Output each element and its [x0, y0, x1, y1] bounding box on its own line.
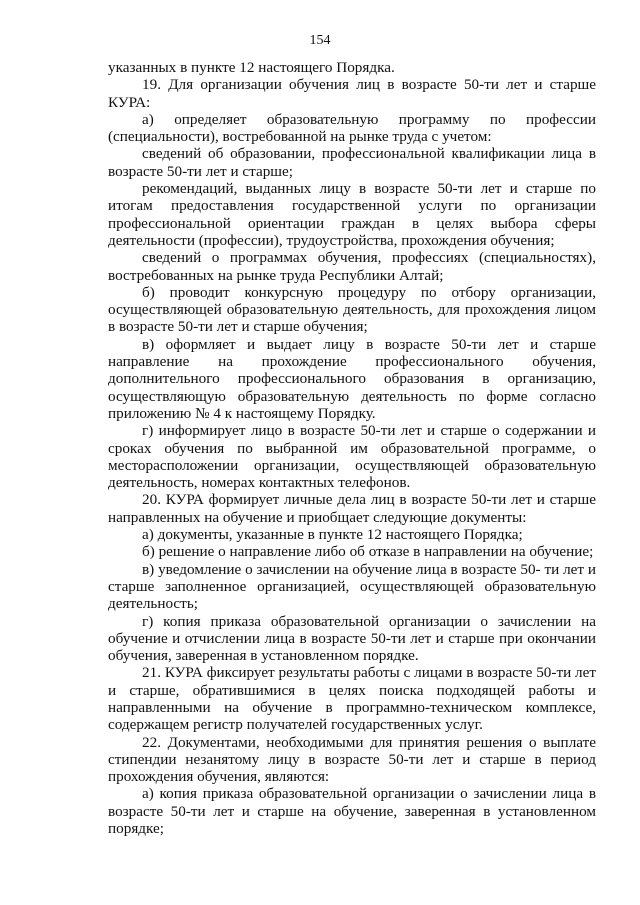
paragraph-22: 22. Документами, необходимыми для принятия решения о выплате стипендии незанятому лицу в возрасте 50-ти лет и старше в период прохождения обучения, являются:: [108, 733, 596, 786]
paragraph-20-b: б) решение о направление либо об отказе в направлении на обучение;: [142, 543, 594, 561]
page-number: 154: [309, 33, 331, 48]
paragraph-19-b: б) проводит конкурсную процедуру по отбору организации, осуществляющей образовательную деятельность, для прохождения лицом в возрасте 50-ти лет и старше обучения;: [108, 283, 596, 336]
paragraph-19-a-programs: сведений о программах обучения, профессиях (специальностях), востребованных на рынке труда Республики Алтай;: [108, 249, 596, 284]
paragraph-20-a: а) документы, указанные в пункте 12 настоящего Порядка;: [142, 526, 523, 544]
paragraph-19: 19. Для организации обучения лиц в возрасте 50-ти лет и старше КУРА:: [108, 76, 596, 111]
paragraph-20: 20. КУРА формирует личные дела лиц в возрасте 50-ти лет и старше направленных на обучение и приобщает следующие документы:: [108, 491, 596, 526]
paragraph-19-v: в) оформляет и выдает лицу в возрасте 50-ти лет и старше направление на прохождение профессионального обучения, дополнительного профессионального образования в организацию, осуществляющую образовательную деятельность по форме согласно приложению № 4 к настоящему Порядку.: [108, 335, 596, 422]
paragraph-19-a-recommendations: рекомендаций, выданных лицу в возрасте 50-ти лет и старше по итогам предоставления государственной услуги по организации профессиональной ориентации граждан в целях выбора сферы деятельности (профессии), трудоустройства, прохождения обучения;: [108, 180, 596, 249]
paragraph-19-a-education: сведений об образовании, профессиональной квалификации лица в возрасте 50-ти лет и старше;: [108, 145, 596, 180]
paragraph-20-v: в) уведомление о зачислении на обучение лица в возрасте 50- ти лет и старше заполненное организацией, осуществляющей образовательную деятельность;: [108, 560, 596, 613]
paragraph-21: 21. КУРА фиксирует результаты работы с лицами в возрасте 50-ти лет и старше, обратившимися в целях поиска подходящей работы и направленными на обучение в программно-техническом комплексе, содержащем регистр получателей государственных услуг.: [108, 664, 596, 734]
paragraph-19-a: а) определяет образовательную программу по профессии (специальности), востребованной на рынке труда с учетом:: [108, 110, 596, 146]
paragraph-continuation: указанных в пункте 12 настоящего Порядка.: [108, 59, 395, 76]
paragraph-19-g: г) информирует лицо в возрасте 50-ти лет и старше о содержании и сроках обучения по выбранной им образовательной программе, о месторасположении организации, осуществляющей образовательную деятельность, номерах контактных телефонов.: [108, 422, 596, 492]
paragraph-20-g: г) копия приказа образовательной организации о зачислении на обучение и отчислении лица в возрасте 50-ти лет и старше при окончании обучения, заверенная в установленном порядке.: [108, 612, 596, 665]
paragraph-22-a: а) копия приказа образовательной организации о зачислении лица в возрасте 50-ти лет и старше на обучение, заверенная в установленном порядке;: [108, 785, 596, 838]
document-body: [108, 59, 596, 837]
